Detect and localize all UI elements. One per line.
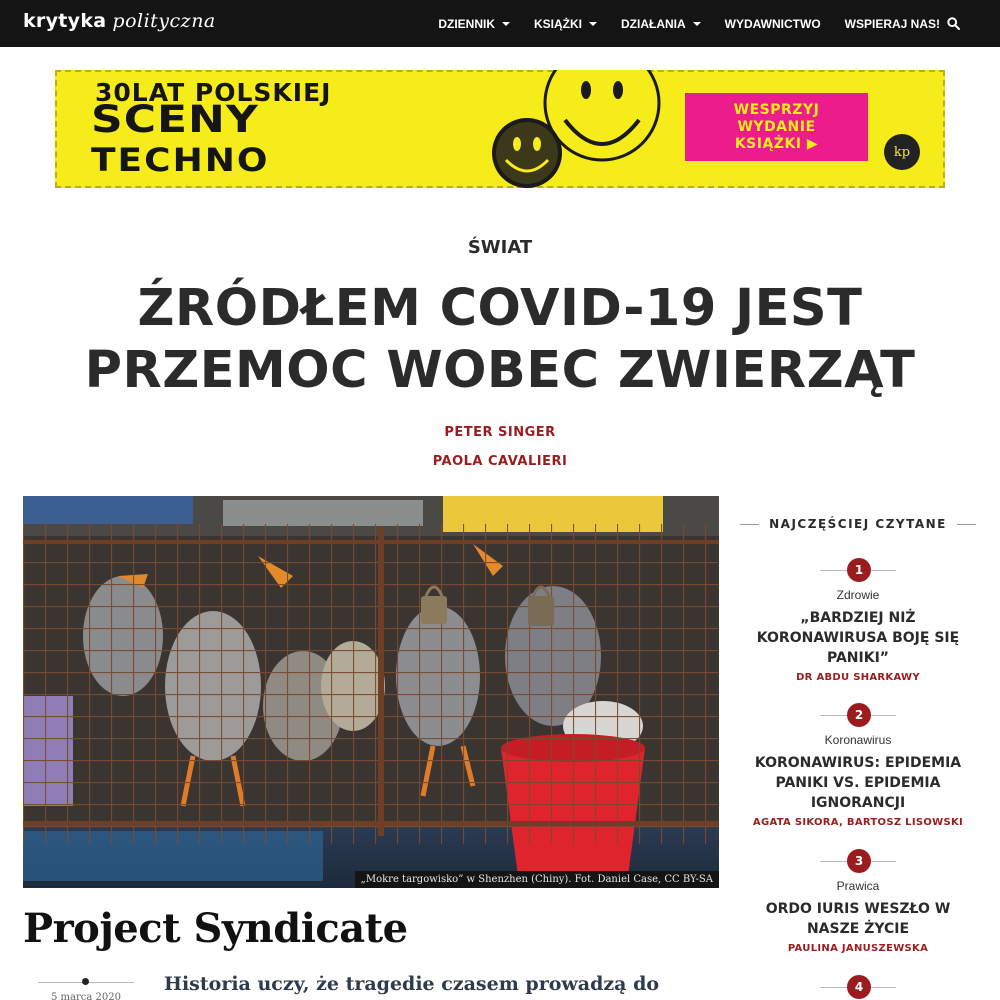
item-title[interactable]: KORONAWIRUS: EPIDEMIA PANIKI VS. EPIDEMIA IGNORANCJI <box>754 755 962 811</box>
nav-item-wydawnictwo[interactable] <box>725 17 821 31</box>
rank-row <box>740 703 976 727</box>
cta-line: WYDANIE <box>737 118 816 135</box>
item-category[interactable]: Prawica <box>836 879 880 893</box>
nav-label: KSIĄŻKI <box>534 16 582 31</box>
nav-label: DZIENNIK <box>438 16 495 31</box>
cta-line: WESPRZYJ <box>733 101 820 118</box>
nav-item-ksiazki[interactable] <box>534 17 597 31</box>
chevron-down-icon <box>502 22 510 26</box>
item-category[interactable]: Zdrowie <box>836 588 880 602</box>
divider <box>740 524 759 525</box>
nav-label: WSPIERAJ NAS! <box>844 16 940 31</box>
article-hero-image <box>23 496 719 888</box>
sidebar-heading <box>740 517 976 531</box>
kp-logo-badge: kp <box>884 134 920 170</box>
item-title[interactable]: ORDO IURIS WESZŁO W NASZE ŻYCIE <box>765 901 951 937</box>
article-category[interactable]: ŚWIAT <box>467 237 533 258</box>
divider <box>957 524 976 525</box>
banner-line-2: SCENY <box>91 98 259 142</box>
sidebar-heading-text: NAJCZĘŚCIEJ CZYTANE <box>769 517 947 531</box>
nav-label: DZIAŁANIA <box>621 16 686 31</box>
project-syndicate-logo[interactable]: Project Syndicate <box>23 905 408 952</box>
rank-badge: 2 <box>847 703 871 727</box>
rank-row <box>740 975 976 999</box>
site-logo[interactable] <box>23 10 216 36</box>
article-title: ŹRÓDŁEM COVID-19 JEST PRZEMOC WOBEC ZWIERZĄT <box>84 279 916 400</box>
logo-bold-text: krytyka <box>23 10 107 32</box>
article-lede: Historia uczy, że tragedie czasem prowadzą do <box>164 973 660 995</box>
main-menu <box>414 0 964 47</box>
image-caption: „Mokre targowisko” w Shenzhen (Chiny). Fot. Daniel Case, CC BY-SA <box>355 871 719 888</box>
rank-badge: 4 <box>847 975 871 999</box>
search-icon[interactable] <box>947 17 960 30</box>
banner-line-1: 30LAT POLSKIEJ <box>95 78 332 107</box>
logo-light-text: polityczna <box>112 10 216 32</box>
item-category[interactable]: Koronawirus <box>824 733 892 747</box>
caged-geese-photo <box>23 496 719 888</box>
top-navigation-bar <box>0 0 1000 47</box>
item-title[interactable]: „BARDZIEJ NIŻ KORONAWIRUSA BOJĘ SIĘ PANIKI” <box>756 610 960 666</box>
smiley-icon <box>490 116 564 188</box>
item-author[interactable]: PAULINA JANUSZEWSKA <box>787 943 929 954</box>
rank-badge: 3 <box>847 849 871 873</box>
promo-banner[interactable] <box>55 70 945 188</box>
banner-line-3: TECHNO <box>91 142 270 179</box>
rank-badge: 1 <box>847 558 871 582</box>
rank-row <box>740 558 976 582</box>
publish-date: 5 marca 2020 <box>51 992 121 1000</box>
cta-line: KSIĄŻKI ▶ <box>734 135 819 152</box>
most-read-item[interactable] <box>740 849 976 954</box>
author-link[interactable]: PAOLA CAVALIERI <box>432 454 568 469</box>
nav-item-dzialania[interactable] <box>621 17 701 31</box>
nav-item-dziennik[interactable] <box>438 17 510 31</box>
chevron-down-icon <box>589 22 597 26</box>
most-read-item[interactable] <box>740 975 976 999</box>
item-author[interactable]: AGATA SIKORA, BARTOSZ LISOWSKI <box>752 817 964 828</box>
divider-dot <box>82 978 89 985</box>
most-read-sidebar <box>740 496 976 1000</box>
rank-row <box>740 849 976 873</box>
nav-item-wspieraj[interactable] <box>845 17 940 31</box>
author-link[interactable]: PETER SINGER <box>444 425 556 440</box>
nav-label: WYDAWNICTWO <box>724 16 821 31</box>
most-read-item[interactable] <box>740 703 976 828</box>
chevron-down-icon <box>693 22 701 26</box>
support-book-button[interactable] <box>685 93 868 161</box>
item-author[interactable]: DR ABDU SHARKAWY <box>796 672 920 683</box>
most-read-item[interactable] <box>740 558 976 683</box>
